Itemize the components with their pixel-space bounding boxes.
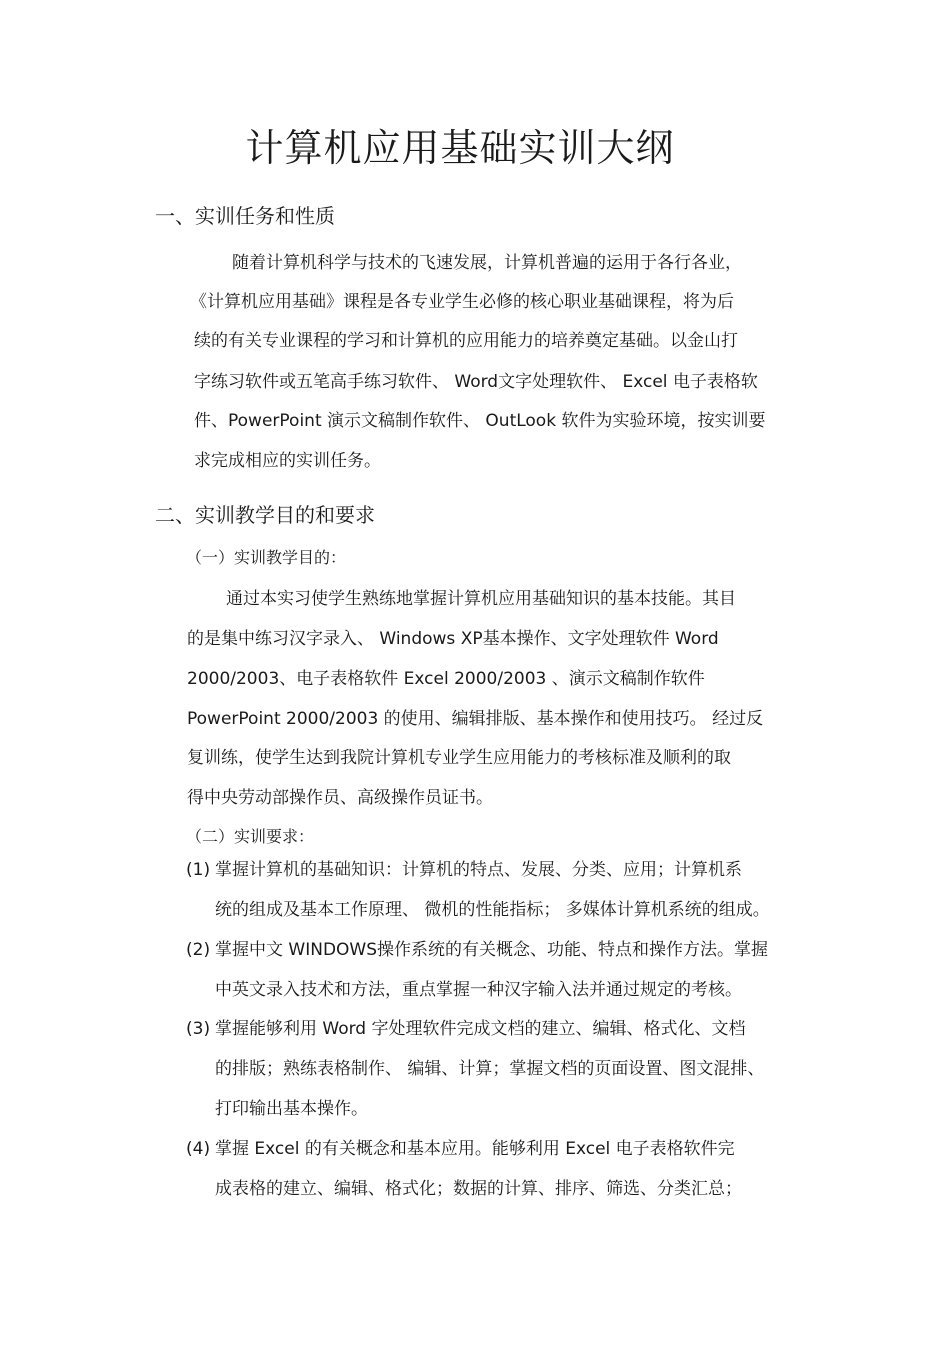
requirement-3-line-3: 打印输出基本操作。	[215, 1099, 368, 1119]
section1-line-2: 《计算机应用基础》课程是各专业学生必修的核心职业基础课程，将为后	[190, 292, 734, 312]
requirement-number-3: (3)	[186, 1019, 211, 1039]
subsection-heading-2: （二）实训要求：	[186, 827, 315, 846]
sub1-line-1: 通过本实习使学生熟练地掌握计算机应用基础知识的基本技能。其目	[226, 589, 736, 609]
requirement-1-line-1: 掌握计算机的基础知识：计算机的特点、发展、分类、应用；计算机系	[215, 860, 742, 880]
section-heading-2: 二、实训教学目的和要求	[155, 503, 375, 527]
sub1-line-3: 2000/2003、电子表格软件 Excel 2000/2003 、演示文稿制作软件	[187, 669, 705, 689]
requirement-3-line-2: 的排版；熟练表格制作、 编辑、计算；掌握文档的页面设置、图文混排、	[215, 1059, 765, 1079]
requirement-4-line-1: 掌握 Excel 的有关概念和基本应用。能够利用 Excel 电子表格软件完	[215, 1139, 735, 1159]
sub1-line-4: PowerPoint 2000/2003 的使用、编辑排版、基本操作和使用技巧。 经过反	[187, 709, 764, 729]
section1-line-3: 续的有关专业课程的学习和计算机的应用能力的培养奠定基础。以金山打	[194, 331, 738, 351]
requirement-1-line-2: 统的组成及基本工作原理、 微机的性能指标； 多媒体计算机系统的组成。	[215, 900, 770, 920]
section1-line-1: 随着计算机科学与技术的飞速发展，计算机普遍的运用于各行各业，	[232, 253, 742, 273]
section-heading-1: 一、实训任务和性质	[155, 204, 335, 228]
sub1-line-5: 复训练，使学生达到我院计算机专业学生应用能力的考核标准及顺利的取	[187, 748, 731, 768]
requirement-number-4: (4)	[186, 1139, 211, 1159]
requirement-number-2: (2)	[186, 940, 211, 960]
section1-line-5: 件、PowerPoint 演示文稿制作软件、 OutLook 软件为实验环境，按实训要	[194, 411, 766, 431]
sub1-line-6: 得中央劳动部操作员、高级操作员证书。	[187, 788, 493, 808]
requirement-2-line-2: 中英文录入技术和方法，重点掌握一种汉字输入法并通过规定的考核。	[215, 980, 742, 1000]
section1-line-4: 字练习软件或五笔高手练习软件、 Word文字处理软件、 Excel 电子表格软	[194, 372, 758, 392]
subsection-heading-1: （一）实训教学目的：	[186, 548, 347, 567]
document-title: 计算机应用基础实训大纲	[245, 126, 675, 170]
requirement-2-line-1: 掌握中文 WINDOWS操作系统的有关概念、功能、特点和操作方法。掌握	[215, 940, 769, 960]
sub1-line-2: 的是集中练习汉字录入、 Windows XP基本操作、文字处理软件 Word	[187, 629, 719, 649]
requirement-4-line-2: 成表格的建立、编辑、格式化；数据的计算、排序、筛选、分类汇总；	[215, 1179, 742, 1199]
requirement-number-1: (1)	[186, 860, 211, 880]
requirement-3-line-1: 掌握能够利用 Word 字处理软件完成文档的建立、编辑、格式化、文档	[215, 1019, 746, 1039]
section1-line-6: 求完成相应的实训任务。	[194, 451, 381, 471]
